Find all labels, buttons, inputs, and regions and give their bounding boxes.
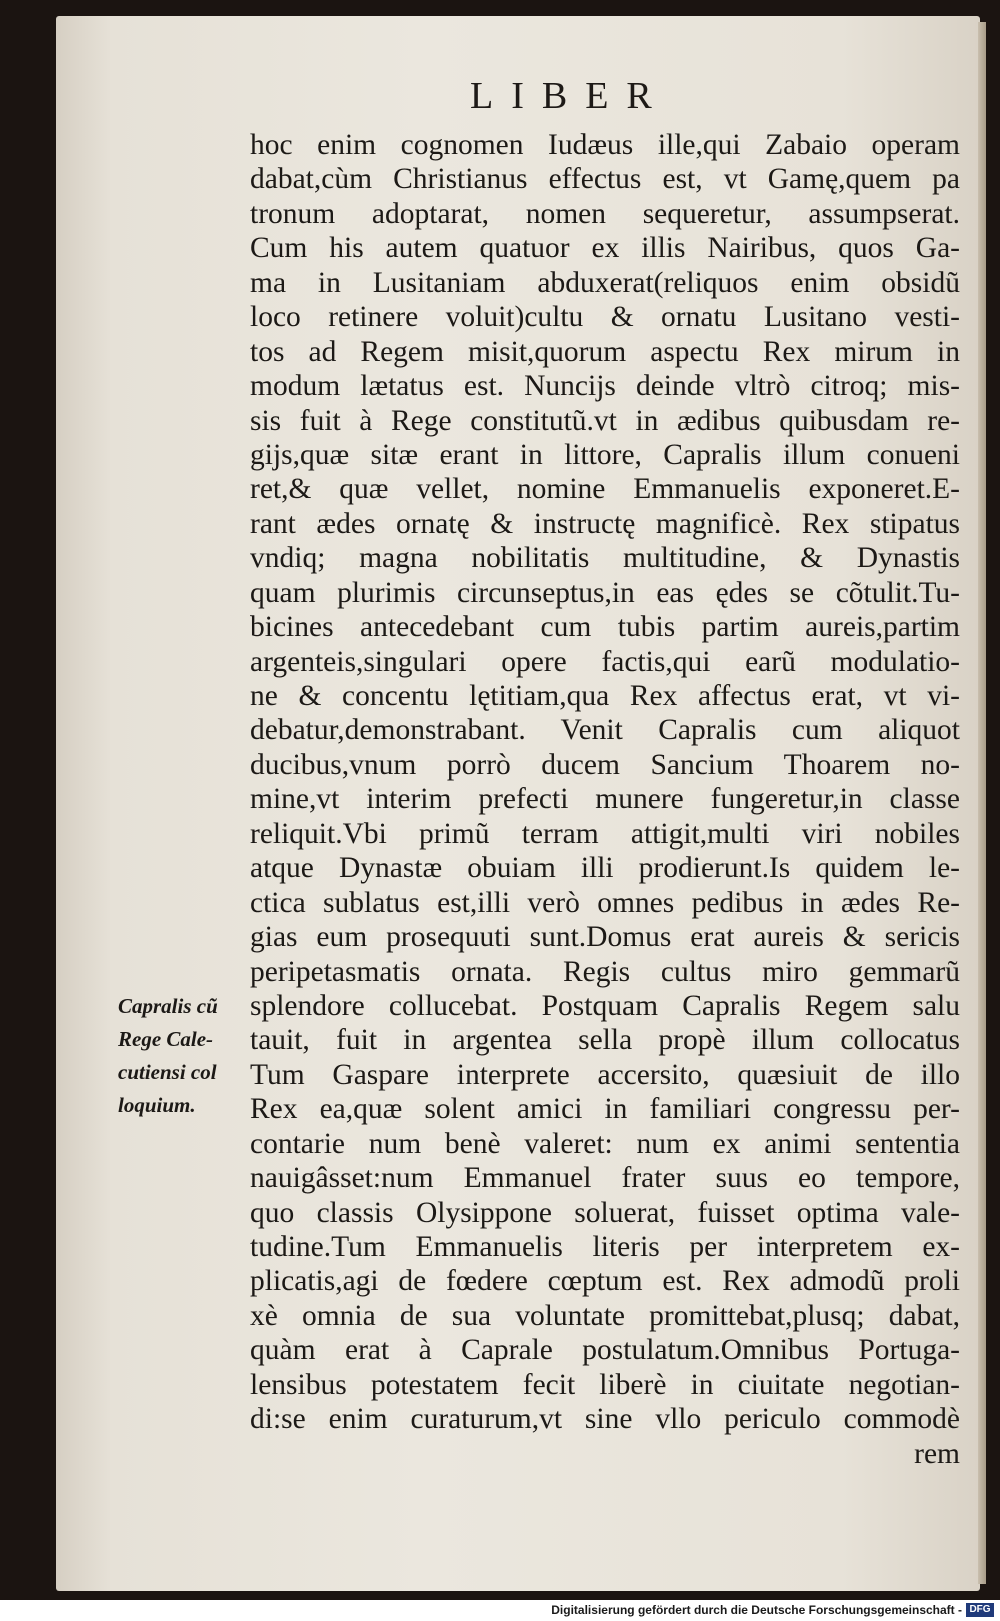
text-line: nauigâsset:num Emmanuel frater suus eo tempore, — [250, 1162, 960, 1195]
text-line: hoc enim cognomen Iudæus ille,qui Zabaio operam — [250, 129, 960, 161]
marginal-note-line: Capralis cũ — [118, 994, 218, 1018]
text-line: debatur,demonstrabant. Venit Capralis cum aliquot — [250, 714, 960, 747]
text-line: Cum his autem quatuor ex illis Nairibus, quos Ga- — [250, 232, 960, 265]
text-line: atque Dynastæ obuiam illi prodierunt.Is quidem le- — [250, 852, 960, 885]
text-line: quo classis Olysippone soluerat, fuisset optima vale- — [250, 1196, 960, 1229]
text-line: lensibus potestatem fecit liberè in ciuitate negotian- — [250, 1368, 960, 1401]
text-line: splendore collucebat. Postquam Capralis Regem salu — [250, 989, 960, 1022]
text-line: peripetasmatis ornata. Regis cultus miro gemmarũ — [250, 955, 960, 988]
text-line: contarie num benè valeret: num ex animi sententia — [250, 1127, 960, 1160]
dfg-logo: DFG — [966, 1603, 994, 1617]
text-line: tronum adoptarat, nomen sequeretur, assumpserat. — [250, 197, 960, 230]
funding-notice: Digitalisierung gefördert durch die Deutsche Forschungsgemeinschaft - — [551, 1603, 962, 1617]
page-edge — [978, 22, 986, 1584]
text-line: dabat,cùm Christianus effectus est, vt Gamę,quem pa — [250, 163, 960, 196]
text-line: quam plurimis circunseptus,in eas ędes se cõtulit.Tu- — [250, 576, 960, 609]
text-line: di:se enim curaturum,vt sine vllo periculo commodè — [250, 1403, 960, 1436]
text-line: modum lætatus est. Nuncijs deinde vltrò citroq; mis- — [250, 370, 960, 403]
catchword: rem — [914, 1437, 960, 1470]
text-line: quàm erat à Caprale postulatum.Omnibus Portuga- — [250, 1334, 960, 1367]
footer-bar — [0, 1600, 1000, 1621]
text-line: ne & concentu lętitiam,qua Rex affectus erat, vt vi- — [250, 680, 960, 712]
text-line: Rex ea,quæ solent amici in familiari congressu per- — [250, 1093, 960, 1126]
text-line: reliquit.Vbi primũ terram attigit,multi viri nobiles — [250, 817, 960, 850]
text-line: rant ædes ornatę & instructę magnificè. Rex stipatus — [250, 507, 960, 540]
text-line: ma in Lusitaniam abduxerat(reliquos enim obsidũ — [250, 266, 960, 299]
text-line: sis fuit à Rege constitutũ.vt in ædibus quibusdam re- — [250, 404, 960, 437]
marginal-note-line: Rege Cale- — [118, 1027, 214, 1051]
text-line: ret,& quæ vellet, nomine Emmanuelis exponeret.E- — [250, 473, 960, 506]
text-line: ducibus,vnum porrò ducem Sancium Thoarem no- — [250, 748, 960, 781]
main-text-block — [250, 128, 960, 1471]
text-line: loco retinere voluit)cultu & ornatu Lusitano vesti- — [250, 301, 960, 334]
marginal-note-line: loquium. — [118, 1093, 196, 1117]
running-head: LIBER — [470, 75, 670, 117]
text-line: mine,vt interim prefecti munere fungeretur,in classe — [250, 783, 960, 816]
marginal-note — [118, 990, 248, 1122]
text-line: tos ad Regem misit,quorum aspectu Rex mirum in — [250, 335, 960, 368]
text-line: xè omnia de sua voluntate promittebat,plusq; dabat, — [250, 1299, 960, 1332]
text-line: tauit, fuit in argentea sella propè illum collocatus — [250, 1024, 960, 1057]
text-line: Tum Gaspare interprete accersito, quæsiuit de illo — [250, 1058, 960, 1091]
text-line: gias eum prosequuti sunt.Domus erat aureis & sericis — [250, 921, 960, 954]
text-line: plicatis,agi de fœdere cœptum est. Rex admodũ proli — [250, 1265, 960, 1298]
text-line: ctica sublatus est,illi verò omnes pedibus in ædes Re- — [250, 886, 960, 919]
text-line: argenteis,singulari opere factis,qui earũ modulatio- — [250, 645, 960, 678]
marginal-note-line: cutiensi col — [118, 1060, 217, 1084]
text-line: tudine.Tum Emmanuelis literis per interpretem ex- — [250, 1231, 960, 1263]
text-line: gijs,quæ sitæ erant in littore, Capralis illum conueni — [250, 438, 960, 471]
text-line: bicines antecedebant cum tubis partim aureis,partim — [250, 611, 960, 644]
text-line: vndiq; magna nobilitatis multitudine, & Dynastis — [250, 542, 960, 575]
